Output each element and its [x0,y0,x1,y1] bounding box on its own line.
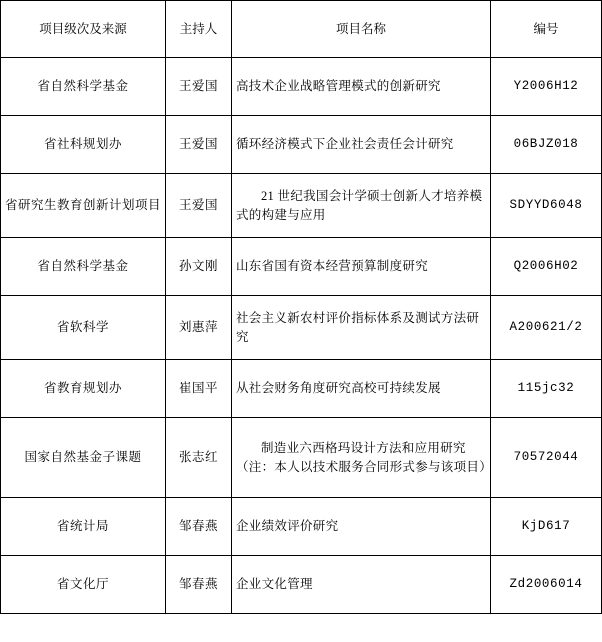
column-header-code: 编号 [491,1,602,58]
cell-code: Y2006H12 [491,58,602,116]
cell-source: 国家自然基金子课题 [1,418,166,498]
cell-title: 企业绩效评价研究 [232,498,491,556]
table-row [1,116,602,174]
table-row [1,174,602,238]
cell-code: 06BJZ018 [491,116,602,174]
cell-source: 省软科学 [1,296,166,360]
cell-person: 王爱国 [166,116,232,174]
cell-title: 从社会财务角度研究高校可持续发展 [232,360,491,418]
cell-source: 省社科规划办 [1,116,166,174]
cell-person: 刘惠萍 [166,296,232,360]
cell-person: 崔国平 [166,360,232,418]
table-body [1,1,602,614]
cell-code: Zd2006014 [491,556,602,614]
cell-person: 邹春燕 [166,556,232,614]
table-row [1,238,602,296]
cell-person: 邹春燕 [166,498,232,556]
cell-code: 70572044 [491,418,602,498]
cell-person: 王爱国 [166,58,232,116]
cell-title: 社会主义新农村评价指标体系及测试方法研究 [232,296,491,360]
cell-title: 循环经济模式下企业社会责任会计研究 [232,116,491,174]
table-row [1,498,602,556]
cell-title: 21 世纪我国会计学硕士创新人才培养模式的构建与应用 [232,174,491,238]
table-row [1,296,602,360]
cell-title: 制造业六西格玛设计方法和应用研究（注：本人以技术服务合同形式参与该项目） [232,418,491,498]
column-header-source: 项目级次及来源 [1,1,166,58]
cell-person: 张志红 [166,418,232,498]
table-row [1,418,602,498]
cell-code: KjD617 [491,498,602,556]
cell-source: 省教育规划办 [1,360,166,418]
cell-code: SDYYD6048 [491,174,602,238]
cell-person: 王爱国 [166,174,232,238]
cell-code: Q2006H02 [491,238,602,296]
table-row [1,58,602,116]
column-header-title: 项目名称 [232,1,491,58]
cell-source: 省统计局 [1,498,166,556]
cell-title: 企业文化管理 [232,556,491,614]
cell-code: 115jc32 [491,360,602,418]
cell-person: 孙文刚 [166,238,232,296]
cell-title: 山东省国有资本经营预算制度研究 [232,238,491,296]
cell-source: 省研究生教育创新计划项目 [1,174,166,238]
cell-code: A200621/2 [491,296,602,360]
column-header-person: 主持人 [166,1,232,58]
cell-source: 省文化厅 [1,556,166,614]
table-header-row [1,1,602,58]
cell-title: 高技术企业战略管理模式的创新研究 [232,58,491,116]
cell-source: 省自然科学基金 [1,58,166,116]
table-row [1,556,602,614]
table-row [1,360,602,418]
cell-source: 省自然科学基金 [1,238,166,296]
